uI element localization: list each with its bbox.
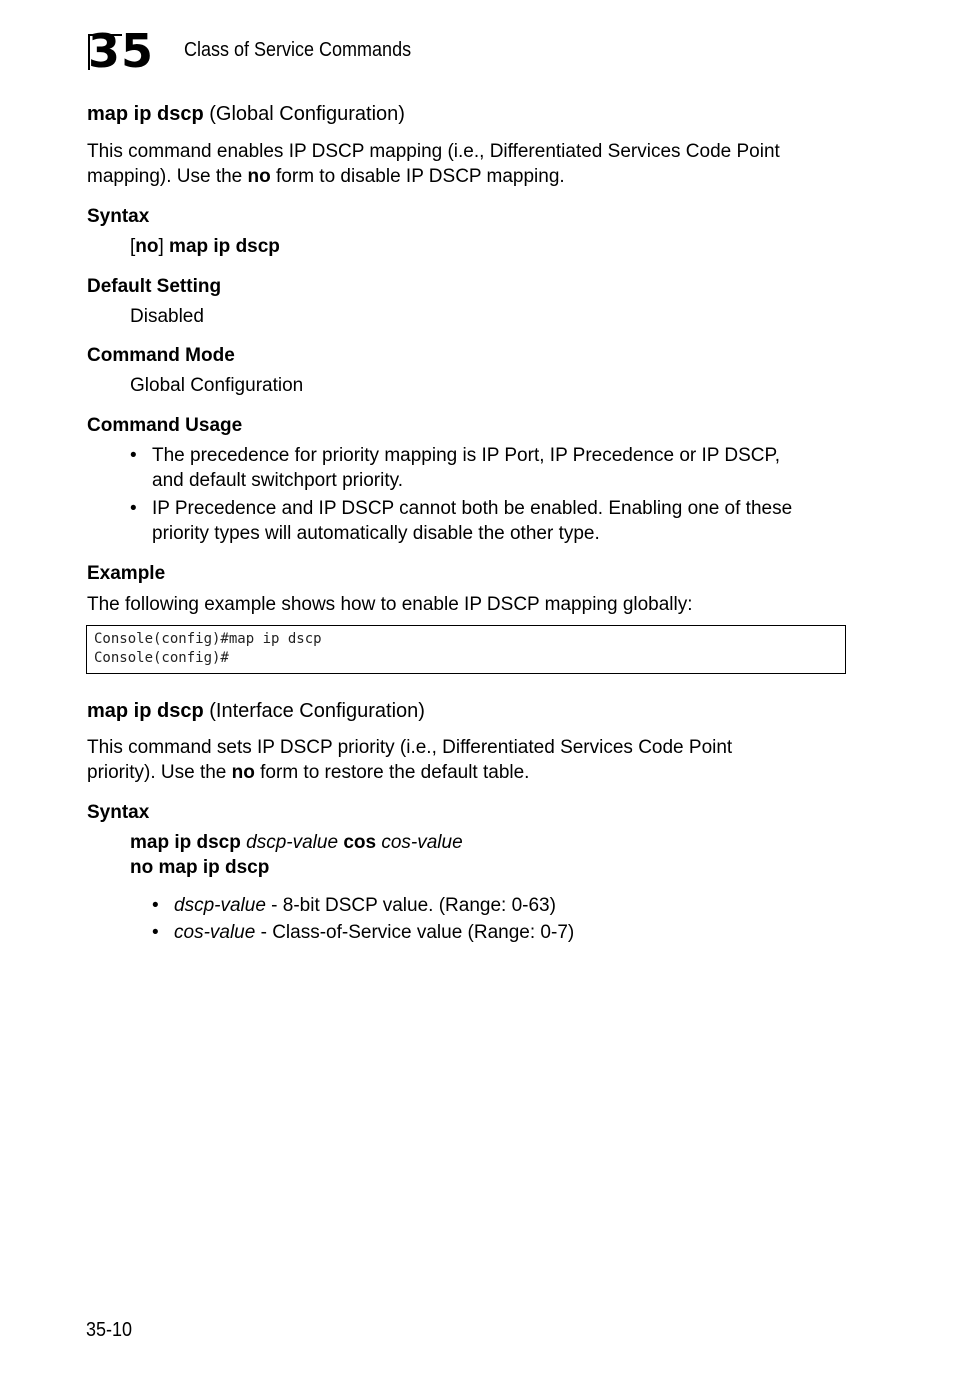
command-usage-heading: Command Usage	[87, 415, 243, 436]
example-heading: Example	[87, 563, 166, 584]
bullet-icon: •	[130, 445, 137, 466]
bullet-icon: •	[152, 895, 159, 916]
command-mode-heading: Command Mode	[87, 345, 235, 366]
bullet-icon: •	[130, 498, 137, 519]
code-example-box	[86, 625, 846, 674]
section2-context: (Interface Configuration)	[209, 700, 425, 722]
section1-title	[87, 100, 405, 128]
section2-title	[87, 697, 425, 725]
chapter-title: Class of Service Commands	[184, 39, 412, 61]
example-description: The following example shows how to enable IP DSCP mapping globally:	[87, 594, 693, 615]
section2-syntax-line1: map ip dscp dscp-value cos cos-value	[130, 832, 463, 853]
section1-command: map ip dscp	[87, 103, 204, 125]
list-item: • cos-value - Class-of-Service value (Range: 0-7)	[152, 922, 575, 943]
chapter-number: 35	[88, 24, 155, 78]
list-item: • dscp-value - 8-bit DSCP value. (Range: 0-63)	[152, 895, 556, 916]
section2-syntax-line2: no map ip dscp	[130, 857, 270, 878]
code-line: Console(config)#map ip dscp	[94, 631, 322, 647]
list-item: • The precedence for priority mapping is IP Port, IP Precedence or IP DSCP, and default switchport priority.	[130, 445, 781, 491]
section1-syntax-heading: Syntax	[87, 206, 150, 227]
section1-desc-line1: This command enables IP DSCP mapping (i.e., Differentiated Services Code Point	[87, 141, 780, 162]
page-number: 35-10	[86, 1319, 133, 1341]
code-line: Console(config)#	[94, 650, 229, 666]
section1-desc-line2: mapping). Use the no form to disable IP DSCP mapping.	[87, 166, 565, 187]
section2-desc-line1: This command sets IP DSCP priority (i.e., Differentiated Services Code Point	[87, 737, 733, 758]
section1-context: (Global Configuration)	[209, 103, 405, 125]
section1-syntax: [no] map ip dscp	[130, 236, 280, 257]
list-item: • IP Precedence and IP DSCP cannot both be enabled. Enabling one of these priority types will automatically disable the other type.	[130, 498, 793, 544]
default-setting-value: Disabled	[130, 306, 204, 327]
default-setting-heading: Default Setting	[87, 276, 222, 297]
section2-command: map ip dscp	[87, 700, 204, 722]
command-mode-value: Global Configuration	[130, 375, 304, 396]
section2-syntax-heading: Syntax	[87, 802, 150, 823]
section2-desc-line2: priority). Use the no form to restore the default table.	[87, 762, 530, 783]
bullet-icon: •	[152, 922, 159, 943]
